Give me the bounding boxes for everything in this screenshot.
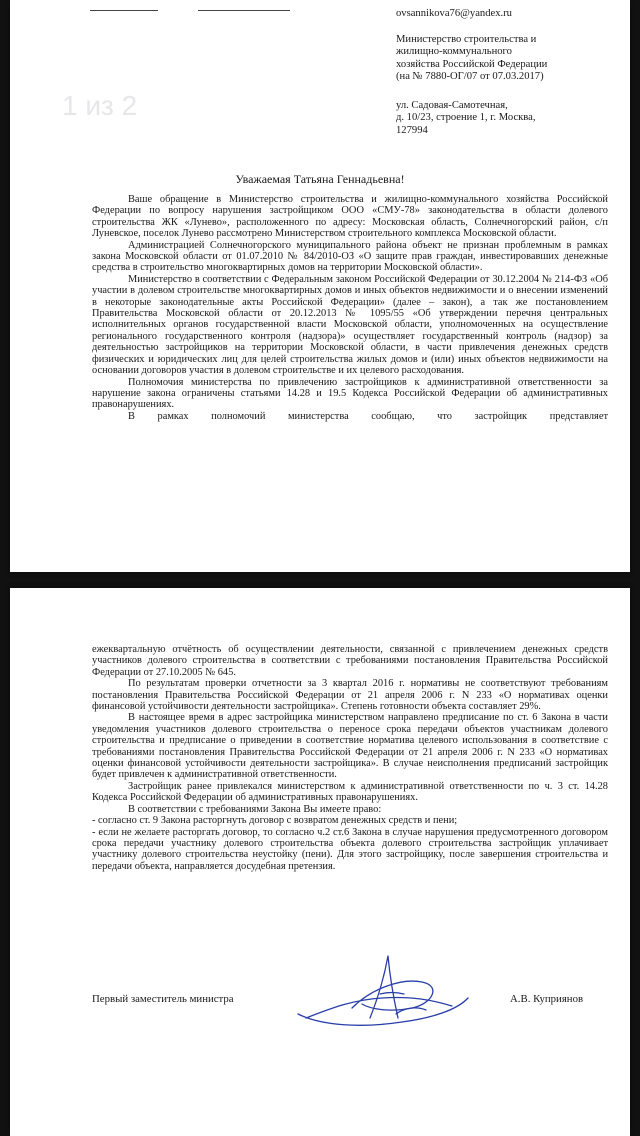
document-page-2 — [10, 588, 630, 1136]
letter-body-page-2 — [92, 644, 608, 872]
address-line: 127994 — [396, 124, 428, 136]
body-paragraph: По результатам проверки отчетности за 3 квартал 2016 г. нормативы не соответствуют требованиям постановления Правительства Российской Федерации от 21 апреля 2006 г. N 233 «О нормативах оценки финансовой устойчивости деятельности застройщика». Степень готовности объекта составляет 29%. — [92, 678, 608, 713]
recipient-line: жилищно-коммунального — [396, 46, 512, 58]
address-line: ул. Садовая-Самотечная, — [396, 100, 508, 111]
rights-list-item: - если не желаете расторгать договор, то согласно ч.2 ст.6 Закона в случае нарушения предусмотренного договором срока передачи участнику долевого строительства объекта долевого строительства застройщик уплачивает участнику долевого строительства неустойку (пени). Для этого застройщику, после завершения строительства и передачи объекта, направляется досудебная претензия. — [92, 826, 608, 872]
recipient-block — [396, 34, 628, 84]
body-paragraph: Полномочия министерства по привлечению застройщиков к административной ответственности за нарушение закона ограничены статьями 14.28 и 19.5 Кодекса Российской Федерации об административных правонарушениях. — [92, 376, 608, 411]
salutation: Уважаемая Татьяна Геннадьевна! — [235, 172, 405, 186]
signer-name: А.В. Куприянов — [510, 993, 584, 1005]
header-blank-line — [90, 2, 158, 11]
recipient-line: Министерство строительства и — [396, 34, 537, 45]
body-paragraph: В соответствии с требованиями Закона Вы имеете право: — [128, 803, 382, 815]
recipient-line: хозяйства Российской Федерации — [396, 58, 548, 70]
header-blank-line — [198, 2, 290, 11]
body-paragraph: Администрацией Солнечногорского муниципального района объект не признан проблемным в рамках закона Московской области от 01.07.2010 № 84/2010-ОЗ «О защите прав граждан, инвестировавших денежные средства в строительство многоквартирных домов на территории Московской области». — [92, 239, 608, 274]
document-page-1 — [10, 0, 630, 572]
recipient-address — [396, 100, 628, 137]
body-paragraph: Ваше обращение в Министерство строительства и жилищно-коммунального хозяйства Российской Федерации по вопросу нарушения застройщиком ООО «СМУ-78» законодательства в области долевого строительства ЖК «Лунево», расположенного по адресу: Московская область, Солнечногорский район, с/п Луневское, поселок Лунево рассмотрено Министерством строительного комплекса Московской области. — [92, 194, 608, 240]
handwritten-signature — [292, 948, 472, 1030]
letter-body-page-1 — [92, 194, 608, 422]
body-paragraph: ежеквартальную отчётность об осуществлении деятельности, связанной с привлечением денежных средств участников долевого строительства в соответствии с требованиями постановления Правительства Российской Федерации от 27.10.2005 № 645. — [92, 644, 608, 678]
sender-email: ovsannikova76@yandex.ru — [396, 8, 512, 19]
address-line: д. 10/23, строение 1, г. Москва, — [396, 112, 536, 124]
page-indicator: 1 из 2 — [62, 90, 138, 121]
body-paragraph: Министерство в соответствии с Федеральным законом Российской Федерации от 30.12.2004 № 214-ФЗ «Об участии в долевом строительстве многоквартирных домов и иных объектов недвижимости и о внесении изменений в некоторые законодательные акты Российской Федерации» (далее – закон), а так же постановлением Правительства Московской области от 20.12.2013 № 1095/55 «Об утверждении перечня центральных исполнительных органов государственной власти Московской области, уполномоченных на осуществление регионального государственного контроля (надзора)» осуществляет государственный контроль (надзор) за деятельностью застройщиков на территории Московской области, в части привлечения денежных средств физических и юридических лиц для целей строительства жилых домов и (или) иных объектов недвижимости на основании договоров участия в долевом строительстве и их целевого расходования. — [92, 273, 608, 377]
body-paragraph: В рамках полномочий министерства сообщаю, что застройщик представляет — [128, 410, 608, 422]
recipient-line: (на № 7880-ОГ/07 от 07.03.2017) — [396, 71, 544, 83]
body-paragraph: Застройщик ранее привлекался министерством к административной ответственности по ч. 3 ст. 14.28 Кодекса Российской Федерации об административных правонарушениях. — [92, 780, 608, 804]
signer-title: Первый заместитель министра — [92, 993, 234, 1005]
rights-list-item: - согласно ст. 9 Закона расторгнуть договор с возвратом денежных средств и пени; — [92, 815, 458, 827]
body-paragraph: В настоящее время в адрес застройщика министерством направлено предписание по ст. 6 Закона в части уведомления участников долевого строительства о переносе срока передачи объектов участникам долевого строительства и предписание о приведении в соответствие норматива целевого использования в соответствие с требованиями постановления Правительства Российской Федерации от 21 апреля 2006 г. N 233 «О нормативах оценки финансовой устойчивости деятельности застройщика». В случае неисполнения предписаний застройщик будет привлечен к административной ответственности. — [92, 712, 608, 781]
